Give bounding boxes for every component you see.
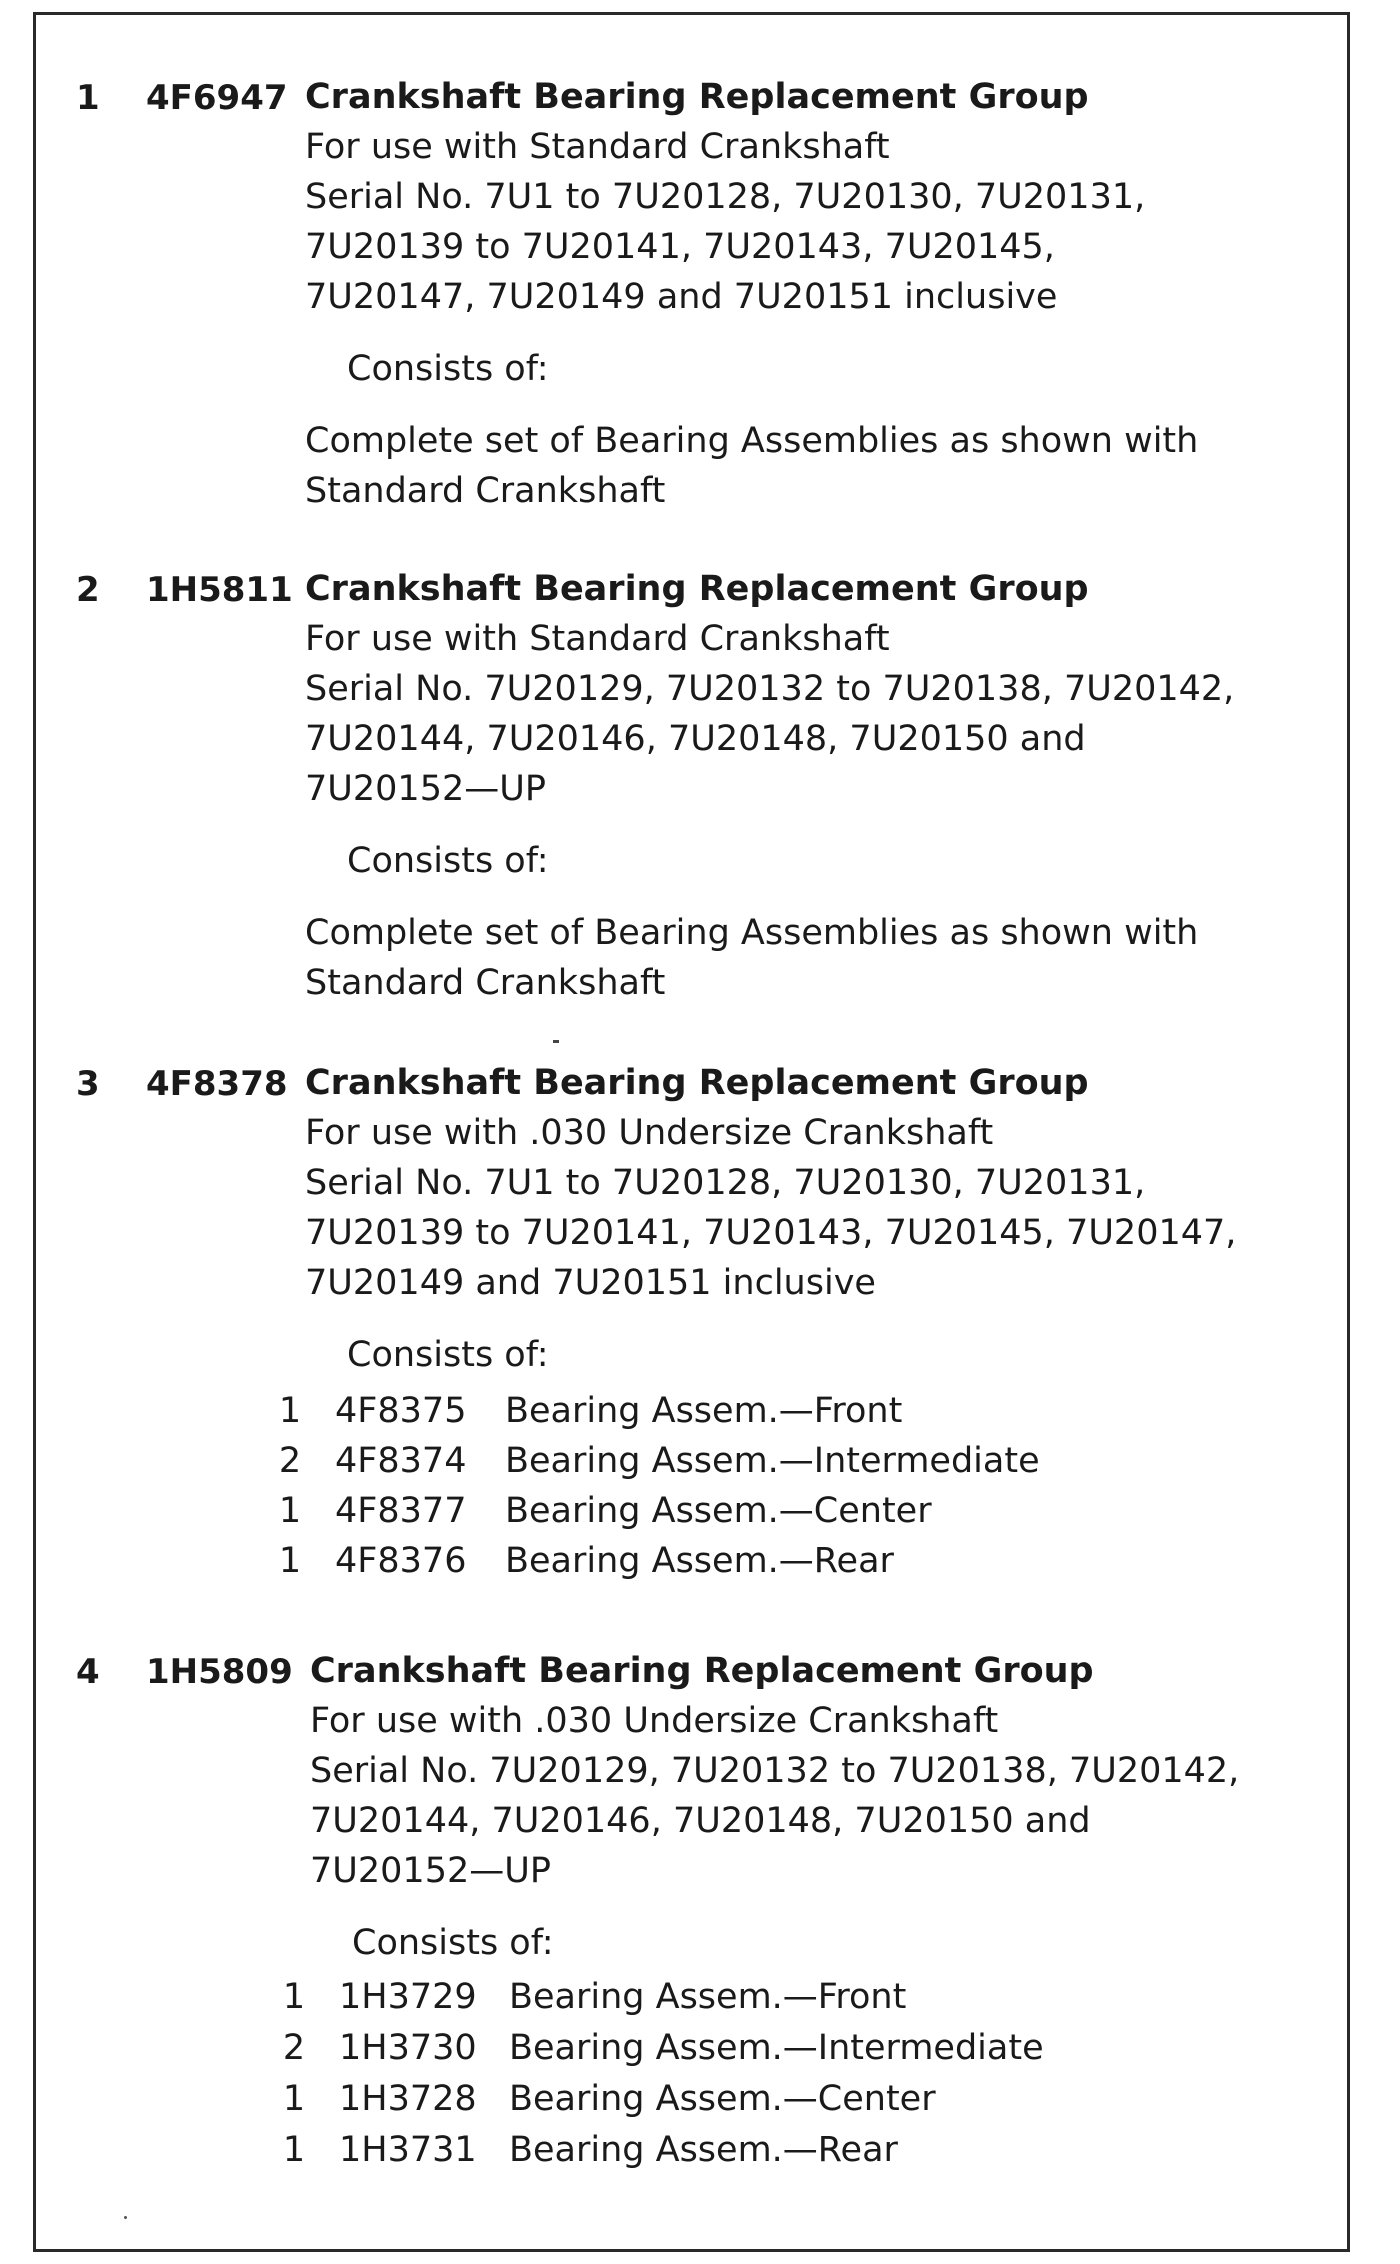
group-line: 7U20144, 7U20146, 7U20148, 7U20150 and [310,1801,1091,1841]
group-line: Serial No. 7U20129, 7U20132 to 7U20138, 7U20142, [310,1751,1240,1791]
consists-label: Consists of: [347,1335,549,1375]
group-number: 1 [76,78,100,118]
group-line: For use with Standard Crankshaft [305,619,890,659]
group-line: 7U20139 to 7U20141, 7U20143, 7U20145, [305,227,1055,267]
item-quantity: 2 [278,1441,302,1481]
item-description: Bearing Assem.—Intermediate [505,1441,1040,1481]
group-detail: Standard Crankshaft [305,471,666,511]
consists-label: Consists of: [347,349,549,389]
consists-label: Consists of: [347,841,549,881]
group-line: For use with .030 Undersize Crankshaft [305,1113,994,1153]
group-line: Serial No. 7U1 to 7U20128, 7U20130, 7U20131, [305,1163,1146,1203]
group-title: Crankshaft Bearing Replacement Group [305,1063,1089,1103]
item-quantity: 1 [278,1491,302,1531]
group-line: 7U20147, 7U20149 and 7U20151 inclusive [305,277,1058,317]
group-line: 7U20152—UP [305,769,546,809]
group-title: Crankshaft Bearing Replacement Group [305,77,1089,117]
group-body [310,1646,1270,1968]
item-description: Bearing Assem.—Front [509,1977,907,2017]
group-line: 7U20144, 7U20146, 7U20148, 7U20150 and [305,719,1086,759]
item-description: Bearing Assem.—Center [509,2079,936,2119]
group-line: For use with Standard Crankshaft [305,127,890,167]
item-description: Bearing Assem.—Rear [505,1541,894,1581]
group-part-number: 4F6947 [146,78,288,118]
item-quantity: 1 [282,2130,306,2170]
group-title: Crankshaft Bearing Replacement Group [310,1651,1094,1691]
consists-label: Consists of: [352,1923,554,1963]
item-description: Bearing Assem.—Rear [509,2130,898,2170]
group-number: 4 [76,1652,100,1692]
group-detail: Complete set of Bearing Assemblies as shown with [305,913,1199,953]
group-part-number: 1H5809 [146,1652,293,1692]
group-body [305,564,1265,1008]
group-part-number: 1H5811 [146,570,293,610]
group-number: 3 [76,1064,100,1104]
stray-dot [124,2216,127,2219]
stray-mark [553,1040,559,1043]
group-line: 7U20139 to 7U20141, 7U20143, 7U20145, 7U20147, [305,1213,1237,1253]
group-detail: Complete set of Bearing Assemblies as shown with [305,421,1199,461]
item-quantity: 1 [282,2079,306,2119]
group-body [305,1058,1265,1380]
item-description: Bearing Assem.—Front [505,1391,903,1431]
item-part-number: 1H3729 [339,1977,477,2017]
group-number: 2 [76,570,100,610]
item-quantity: 1 [278,1391,302,1431]
item-description: Bearing Assem.—Center [505,1491,932,1531]
item-quantity: 1 [282,1977,306,2017]
item-description: Bearing Assem.—Intermediate [509,2028,1044,2068]
item-quantity: 1 [278,1541,302,1581]
item-part-number: 4F8377 [335,1491,467,1531]
item-part-number: 1H3731 [339,2130,477,2170]
group-body [305,72,1265,516]
group-line: For use with .030 Undersize Crankshaft [310,1701,999,1741]
item-part-number: 1H3728 [339,2079,477,2119]
item-part-number: 4F8375 [335,1391,467,1431]
group-part-number: 4F8378 [146,1064,288,1104]
group-detail: Standard Crankshaft [305,963,666,1003]
group-line: Serial No. 7U1 to 7U20128, 7U20130, 7U20131, [305,177,1146,217]
item-part-number: 4F8374 [335,1441,467,1481]
group-line: 7U20149 and 7U20151 inclusive [305,1263,876,1303]
item-part-number: 4F8376 [335,1541,467,1581]
group-line: 7U20152—UP [310,1851,551,1891]
item-quantity: 2 [282,2028,306,2068]
group-title: Crankshaft Bearing Replacement Group [305,569,1089,609]
item-part-number: 1H3730 [339,2028,477,2068]
group-line: Serial No. 7U20129, 7U20132 to 7U20138, 7U20142, [305,669,1235,709]
